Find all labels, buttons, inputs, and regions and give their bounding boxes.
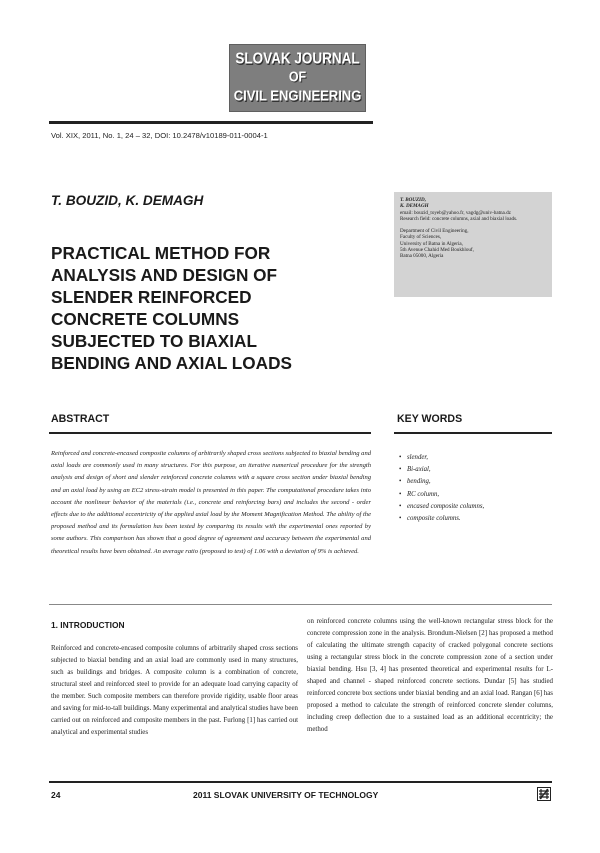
page-number: 24 <box>51 790 61 800</box>
journal-logo-line3: CIVIL ENGINEERING <box>233 86 362 105</box>
research-field: Research field: concrete columns, axial and biaxial loads. <box>400 215 518 222</box>
address-line: Department of Civil Engineering, <box>400 228 469 235</box>
section-divider <box>49 604 552 605</box>
keyword-item: • composite columns. <box>399 513 484 525</box>
introduction-left-column: Reinforced and concrete-encased composite columns of arbitrarily shaped cross sections subjected to biaxial bending and an axial load are commonly used in many structures, such as buildings and bridges. A composite column is a combination of concrete, structural steel and reinforced steel to provide for an adequate load carrying capacity of the member. Such composite members can therefore provide rigidity, usable floor areas and saving for mid-to-tall buildings. Many experimental and analytical studies have been carried out on reinforced and composite members in the past. Furlong [1] has carried out analytical and experimental studies <box>51 645 298 736</box>
address-line: Batna 05000, Algeria <box>400 253 444 260</box>
journal-logo <box>229 44 366 112</box>
title-line: PRACTICAL METHOD FOR <box>51 243 271 263</box>
header-rule <box>49 121 373 124</box>
footer-rule <box>49 781 552 783</box>
author-info-box <box>394 192 552 297</box>
paper-title <box>51 243 371 374</box>
keyword-item: • slender, <box>399 452 484 464</box>
address-line: 5th Avenue Chahid Med Boukhlouf, <box>400 247 474 254</box>
author-info-name1: T. BOUZID, <box>400 197 426 203</box>
authors: T. BOUZID, K. DEMAGH <box>51 193 204 208</box>
title-line: CONCRETE COLUMNS <box>51 308 240 329</box>
author-info-name2: K. DEMAGH <box>400 203 429 210</box>
address-line: Faculty of Sciences, <box>400 234 442 241</box>
abstract-heading: ABSTRACT <box>51 413 110 425</box>
keywords-heading: KEY WORDS <box>397 413 463 425</box>
keyword-item: • encased composite columns, <box>399 501 484 513</box>
title-line: BENDING AND AXIAL LOADS <box>51 352 292 373</box>
keywords-list <box>399 452 484 525</box>
abstract-text: Reinforced and concrete-encased composite columns of arbitrarily shaped cross sections subjected to biaxial bending and axial loads are commonly used in many structures. For this purpose, an iterative numerical procedure for the strength analysis and design of short and slender reinforced concrete columns with a square cross section under biaxial bending and an axial load by using an EC2 stress-strain model is presented in this paper. The computational procedure takes into account the nonlinear behavior of the materials (i.e., concrete and reinforcing bars) and includes the second - order effects due to the additional eccentricity of the applied axial load by the Moment Magnification Method. The ability of the proposed method and its formulation has been tested by comparing its results with the experimental ones reported by some authors. This comparison has shown that a good degree of agreement and accuracy between the experimental and theoretical results have been obtained. An average ratio (proposed to test) of 1.06 with a deviation of 9% is achieved. <box>51 450 372 555</box>
footer-publisher: 2011 SLOVAK UNIVERSITY OF TECHNOLOGY <box>193 790 379 800</box>
keywords-rule <box>394 432 552 434</box>
author-email: email: bouzid_toyeb@yahoo.fr, vagdg@univ-batna.dz <box>400 209 511 216</box>
citation: Vol. XIX, 2011, No. 1, 24 – 32, DOI: 10.2478/v10189-011-0004-1 <box>51 131 268 140</box>
keyword-item: • Bi-axial, <box>399 464 484 476</box>
keyword-item: • bending, <box>399 476 484 488</box>
university-logo-icon <box>537 787 551 801</box>
introduction-right-column: on reinforced concrete columns using the well-known rectangular stress block for the concrete compression zone in the analysis. Brondum-Nielsen [2] has proposed a method of calculating the ultimate strength capacity of cracked polygonal concrete sections using a rectangular stress block in the concrete compression zone of a section under biaxial bending. Hsu [3, 4] has presented theoretical and experimental results for L-shaped and channel - shaped reinforced concrete sections. Dundar [5] has studied reinforced concrete box sections under biaxial bending and an axial load. Rangan [6] has proposed a method to calculate the strength of reinforced concrete slender columns, including creep deflection due to a sustained load as an additional eccentricity; the method <box>307 618 553 733</box>
journal-logo-line2: OF <box>288 68 307 86</box>
address-line: University of Batna in Algeria, <box>400 240 463 247</box>
title-line: SLENDER REINFORCED <box>51 286 252 307</box>
title-line: SUBJECTED TO BIAXIAL <box>51 330 257 351</box>
abstract-rule <box>49 432 371 434</box>
journal-logo-line1: SLOVAK JOURNAL <box>235 49 360 68</box>
title-line: ANALYSIS AND DESIGN OF <box>51 264 278 285</box>
keyword-item: • RC column, <box>399 489 484 501</box>
introduction-heading: 1. INTRODUCTION <box>51 620 125 630</box>
